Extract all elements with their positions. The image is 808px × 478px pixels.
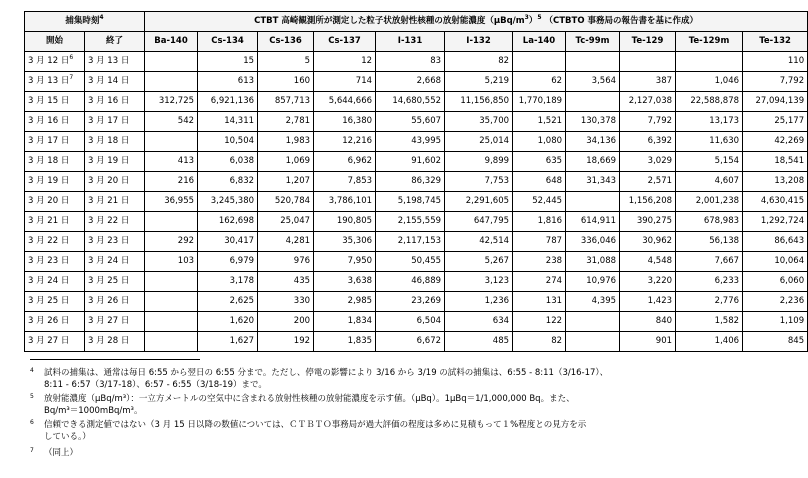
start-date: 3 月 20 日 [28, 196, 70, 207]
footnote-text-line: している。） [44, 432, 91, 442]
concentration-value-cell: 162,698 [198, 212, 258, 232]
end-date-cell: 3 月 19 日 [85, 152, 145, 172]
nuclide-column-header: I-132 [445, 32, 513, 52]
concentration-value-cell: 1,109 [743, 312, 808, 332]
nuclide-column-header: Te-129m [676, 32, 743, 52]
concentration-value-cell: 292 [145, 232, 198, 252]
table-row [25, 192, 808, 212]
concentration-value-cell [145, 52, 198, 72]
start-date: 3 月 12 日 [28, 56, 70, 67]
concentration-value-cell: 5,154 [676, 152, 743, 172]
concentration-value-cell: 1,423 [620, 292, 676, 312]
concentration-value-cell: 840 [620, 312, 676, 332]
concentration-value-cell: 9,899 [445, 152, 513, 172]
footnote-text-line: 信頼できる測定値ではない（3 月 15 日以降の数値については、ＣＴＢＴＯ事務局が過大評価の程度は多めに見積もって１%程度との見方を示 [44, 420, 587, 430]
concentration-value-cell: 216 [145, 172, 198, 192]
concentration-value-cell: 11,630 [676, 132, 743, 152]
concentration-value-cell: 238 [513, 252, 566, 272]
start-date: 3 月 23 日 [28, 256, 70, 267]
start-date: 3 月 15 日 [28, 96, 70, 107]
concentration-value-cell [145, 312, 198, 332]
concentration-value-cell: 1,816 [513, 212, 566, 232]
concentration-value-cell: 7,667 [676, 252, 743, 272]
table-body [25, 52, 808, 352]
concentration-value-cell: 131 [513, 292, 566, 312]
end-column-header: 終了 [85, 32, 145, 52]
concentration-value-cell: 4,395 [566, 292, 620, 312]
concentration-value-cell: 91,602 [376, 152, 445, 172]
concentration-value-cell: 42,269 [743, 132, 808, 152]
nuclide-column-header: Cs-137 [314, 32, 376, 52]
concentration-value-cell: 50,455 [376, 252, 445, 272]
footnote-text-line: Bq/m³＝1000mBq/m³。 [44, 406, 143, 416]
end-date-cell: 3 月 16 日 [85, 92, 145, 112]
concentration-value-cell: 5,219 [445, 72, 513, 92]
concentration-value-cell: 18,541 [743, 152, 808, 172]
concentration-value-cell: 390,275 [620, 212, 676, 232]
concentration-value-cell: 12 [314, 52, 376, 72]
concentration-value-cell [566, 192, 620, 212]
concentration-value-cell: 1,835 [314, 332, 376, 352]
nuclide-column-header: Tc-99m [566, 32, 620, 52]
concentration-value-cell: 3,638 [314, 272, 376, 292]
concentration-value-cell [620, 52, 676, 72]
concentration-value-cell: 4,281 [258, 232, 314, 252]
concentration-value-cell: 6,672 [376, 332, 445, 352]
concentration-value-cell: 25,047 [258, 212, 314, 232]
concentration-value-cell: 3,123 [445, 272, 513, 292]
concentration-value-cell: 3,178 [198, 272, 258, 292]
table-title [145, 12, 808, 32]
concentration-value-cell: 2,117,153 [376, 232, 445, 252]
footnote-divider [30, 359, 200, 360]
end-date-cell: 3 月 23 日 [85, 232, 145, 252]
concentration-value-cell: 5 [258, 52, 314, 72]
concentration-value-cell: 1,156,208 [620, 192, 676, 212]
start-date-cell [25, 332, 85, 352]
concentration-value-cell [566, 52, 620, 72]
footnote-marker: 7 [30, 447, 34, 454]
concentration-value-cell: 55,607 [376, 112, 445, 132]
concentration-value-cell: 52,445 [513, 192, 566, 212]
table-row [25, 272, 808, 292]
footnote [30, 419, 586, 443]
concentration-value-cell: 30,417 [198, 232, 258, 252]
start-date: 3 月 24 日 [28, 276, 70, 287]
table-row [25, 312, 808, 332]
concentration-value-cell: 3,786,101 [314, 192, 376, 212]
concentration-value-cell: 83 [376, 52, 445, 72]
nuclide-column-header: Cs-136 [258, 32, 314, 52]
concentration-value-cell: 336,046 [566, 232, 620, 252]
start-date-cell [25, 312, 85, 332]
concentration-value-cell: 14,311 [198, 112, 258, 132]
title-text: CTBT 高崎観測所が測定した粒子状放射性核種の放射能濃度（μBq/m [254, 16, 525, 27]
concentration-value-cell: 2,571 [620, 172, 676, 192]
concentration-value-cell: 2,625 [198, 292, 258, 312]
table-row [25, 232, 808, 252]
concentration-value-cell: 2,127,038 [620, 92, 676, 112]
start-date-cell [25, 272, 85, 292]
collection-time-label: 捕集時刻 [65, 16, 100, 27]
concentration-value-cell: 2,668 [376, 72, 445, 92]
concentration-value-cell: 35,700 [445, 112, 513, 132]
concentration-value-cell: 6,504 [376, 312, 445, 332]
concentration-value-cell: 7,853 [314, 172, 376, 192]
concentration-value-cell: 7,753 [445, 172, 513, 192]
concentration-value-cell: 7,792 [620, 112, 676, 132]
start-date: 3 月 13 日 [28, 76, 70, 87]
nuclide-column-header: Te-132 [743, 32, 808, 52]
concentration-value-cell: 3,220 [620, 272, 676, 292]
end-date-cell: 3 月 24 日 [85, 252, 145, 272]
table-row [25, 92, 808, 112]
start-date-cell [25, 92, 85, 112]
concentration-value-cell: 635 [513, 152, 566, 172]
concentration-value-cell: 1,292,724 [743, 212, 808, 232]
table-row [25, 332, 808, 352]
start-column-header: 開始 [25, 32, 85, 52]
concentration-value-cell: 901 [620, 332, 676, 352]
concentration-value-cell: 7,792 [743, 72, 808, 92]
concentration-value-cell: 18,669 [566, 152, 620, 172]
nuclide-column-header: I-131 [376, 32, 445, 52]
concentration-value-cell: 274 [513, 272, 566, 292]
concentration-value-cell: 27,094,139 [743, 92, 808, 112]
table-row [25, 212, 808, 232]
table-row [25, 292, 808, 312]
concentration-value-cell: 1,770,189 [513, 92, 566, 112]
footnote-text-line: 試料の捕集は、通常は毎日 6:55 から翌日の 6:55 分まで。ただし、停電の影響により 3/16 から 3/19 の試料の捕集は、6:55 - 8:11（3/16-17）、 [44, 368, 609, 378]
concentration-value-cell: 1,983 [258, 132, 314, 152]
concentration-value-cell: 520,784 [258, 192, 314, 212]
start-date: 3 月 16 日 [28, 116, 70, 127]
concentration-value-cell: 10,976 [566, 272, 620, 292]
footnote [30, 447, 78, 459]
concentration-value-cell: 6,038 [198, 152, 258, 172]
concentration-value-cell: 1,834 [314, 312, 376, 332]
radionuclide-concentration-table [24, 11, 808, 352]
start-date: 3 月 22 日 [28, 236, 70, 247]
end-date-cell: 3 月 26 日 [85, 292, 145, 312]
concentration-value-cell: 1,406 [676, 332, 743, 352]
start-date-cell [25, 72, 85, 92]
concentration-value-cell: 845 [743, 332, 808, 352]
table-row [25, 152, 808, 172]
nuclide-column-header: La-140 [513, 32, 566, 52]
concentration-value-cell: 7,950 [314, 252, 376, 272]
concentration-value-cell: 6,233 [676, 272, 743, 292]
footnote [30, 393, 575, 417]
concentration-value-cell: 678,983 [676, 212, 743, 232]
concentration-value-cell: 192 [258, 332, 314, 352]
concentration-value-cell: 13,208 [743, 172, 808, 192]
concentration-value-cell: 387 [620, 72, 676, 92]
concentration-value-cell: 1,207 [258, 172, 314, 192]
footnote [30, 367, 608, 391]
concentration-value-cell: 25,014 [445, 132, 513, 152]
concentration-value-cell: 1,521 [513, 112, 566, 132]
start-date: 3 月 21 日 [28, 216, 70, 227]
footnote-ref: 6 [69, 54, 74, 62]
concentration-value-cell [145, 272, 198, 292]
concentration-value-cell: 110 [743, 52, 808, 72]
nuclide-column-header: Te-129 [620, 32, 676, 52]
concentration-value-cell [566, 92, 620, 112]
concentration-value-cell [145, 332, 198, 352]
start-date: 3 月 26 日 [28, 316, 70, 327]
concentration-value-cell: 130,378 [566, 112, 620, 132]
concentration-value-cell: 614,911 [566, 212, 620, 232]
start-date-cell [25, 152, 85, 172]
concentration-value-cell: 1,620 [198, 312, 258, 332]
concentration-value-cell: 1,046 [676, 72, 743, 92]
concentration-value-cell: 200 [258, 312, 314, 332]
title-close: ） [528, 16, 538, 27]
concentration-value-cell: 2,291,605 [445, 192, 513, 212]
concentration-value-cell [566, 332, 620, 352]
concentration-value-cell [676, 52, 743, 72]
concentration-value-cell: 1,080 [513, 132, 566, 152]
start-date-cell [25, 252, 85, 272]
concentration-value-cell: 42,514 [445, 232, 513, 252]
concentration-value-cell: 4,607 [676, 172, 743, 192]
nuclide-column-header: Cs-134 [198, 32, 258, 52]
concentration-value-cell: 35,306 [314, 232, 376, 252]
concentration-value-cell: 647,795 [445, 212, 513, 232]
start-date: 3 月 25 日 [28, 296, 70, 307]
concentration-value-cell: 11,156,850 [445, 92, 513, 112]
end-date-cell: 3 月 13 日 [85, 52, 145, 72]
concentration-value-cell: 1,069 [258, 152, 314, 172]
concentration-value-cell: 312,725 [145, 92, 198, 112]
start-date-cell [25, 192, 85, 212]
concentration-value-cell: 6,979 [198, 252, 258, 272]
concentration-value-cell: 6,921,136 [198, 92, 258, 112]
concentration-value-cell: 413 [145, 152, 198, 172]
concentration-value-cell: 2,781 [258, 112, 314, 132]
end-date-cell: 3 月 20 日 [85, 172, 145, 192]
title-footnote-ref: 5 [537, 14, 542, 22]
concentration-value-cell: 31,343 [566, 172, 620, 192]
concentration-value-cell: 2,236 [743, 292, 808, 312]
nuclide-column-header: Ba-140 [145, 32, 198, 52]
concentration-value-cell: 103 [145, 252, 198, 272]
concentration-value-cell: 30,962 [620, 232, 676, 252]
concentration-value-cell: 16,380 [314, 112, 376, 132]
concentration-value-cell: 4,548 [620, 252, 676, 272]
table-row [25, 252, 808, 272]
concentration-value-cell: 82 [445, 52, 513, 72]
concentration-value-cell: 10,504 [198, 132, 258, 152]
concentration-value-cell: 6,832 [198, 172, 258, 192]
table-row [25, 52, 808, 72]
start-date: 3 月 18 日 [28, 156, 70, 167]
start-date-cell [25, 132, 85, 152]
footnote-marker: 4 [30, 367, 34, 374]
start-date-cell [25, 212, 85, 232]
concentration-value-cell: 857,713 [258, 92, 314, 112]
concentration-value-cell: 485 [445, 332, 513, 352]
concentration-value-cell: 3,245,380 [198, 192, 258, 212]
table-row [25, 132, 808, 152]
concentration-value-cell: 43,995 [376, 132, 445, 152]
concentration-value-cell: 62 [513, 72, 566, 92]
concentration-value-cell: 86,643 [743, 232, 808, 252]
end-date-cell: 3 月 17 日 [85, 112, 145, 132]
title-unit-superscript: 3 [524, 14, 529, 22]
title-source-note: （CTBTO 事務局の報告書を基に作成） [544, 16, 699, 27]
concentration-value-cell: 3,564 [566, 72, 620, 92]
start-date-cell [25, 112, 85, 132]
concentration-value-cell: 6,962 [314, 152, 376, 172]
start-date-cell [25, 232, 85, 252]
concentration-value-cell: 976 [258, 252, 314, 272]
concentration-value-cell: 542 [145, 112, 198, 132]
concentration-value-cell: 10,064 [743, 252, 808, 272]
concentration-value-cell [145, 72, 198, 92]
concentration-value-cell: 6,392 [620, 132, 676, 152]
start-date-cell [25, 292, 85, 312]
collection-time-header [25, 12, 145, 32]
end-date-cell: 3 月 25 日 [85, 272, 145, 292]
concentration-value-cell: 13,173 [676, 112, 743, 132]
concentration-value-cell: 5,644,666 [314, 92, 376, 112]
concentration-value-cell: 1,236 [445, 292, 513, 312]
concentration-value-cell: 634 [445, 312, 513, 332]
concentration-value-cell: 22,588,878 [676, 92, 743, 112]
footnote-marker: 5 [30, 393, 34, 400]
concentration-value-cell [566, 312, 620, 332]
concentration-value-cell: 2,155,559 [376, 212, 445, 232]
concentration-value-cell: 2,001,238 [676, 192, 743, 212]
concentration-value-cell: 23,269 [376, 292, 445, 312]
concentration-value-cell: 6,060 [743, 272, 808, 292]
concentration-value-cell: 5,198,745 [376, 192, 445, 212]
footnote-text-line: （同上） [44, 448, 79, 458]
end-date-cell: 3 月 14 日 [85, 72, 145, 92]
concentration-value-cell: 648 [513, 172, 566, 192]
concentration-value-cell: 787 [513, 232, 566, 252]
concentration-value-cell: 34,136 [566, 132, 620, 152]
end-date-cell: 3 月 27 日 [85, 312, 145, 332]
concentration-value-cell: 5,267 [445, 252, 513, 272]
start-date: 3 月 19 日 [28, 176, 70, 187]
concentration-value-cell: 46,889 [376, 272, 445, 292]
start-date: 3 月 17 日 [28, 136, 70, 147]
end-date-cell: 3 月 22 日 [85, 212, 145, 232]
concentration-value-cell: 330 [258, 292, 314, 312]
concentration-value-cell: 31,088 [566, 252, 620, 272]
concentration-value-cell: 36,955 [145, 192, 198, 212]
footnote-marker: 6 [30, 419, 34, 426]
table-row [25, 172, 808, 192]
concentration-value-cell: 15 [198, 52, 258, 72]
footnote-text-line: 放射能濃度（μBq/m³）：一立方メートルの空気中に含まれる放射性核種の放射能濃度を示す値。（μBq）。1μBq＝1/1,000,000 Bq。また、 [44, 394, 575, 404]
concentration-value-cell: 12,216 [314, 132, 376, 152]
concentration-value-cell: 714 [314, 72, 376, 92]
end-date-cell: 3 月 21 日 [85, 192, 145, 212]
concentration-value-cell: 613 [198, 72, 258, 92]
concentration-value-cell: 2,985 [314, 292, 376, 312]
concentration-value-cell: 190,805 [314, 212, 376, 232]
start-date-cell [25, 52, 85, 72]
start-date: 3 月 27 日 [28, 336, 70, 347]
concentration-value-cell: 14,680,552 [376, 92, 445, 112]
concentration-value-cell: 122 [513, 312, 566, 332]
concentration-value-cell: 86,329 [376, 172, 445, 192]
start-date-cell [25, 172, 85, 192]
end-date-cell: 3 月 18 日 [85, 132, 145, 152]
concentration-value-cell [145, 292, 198, 312]
concentration-value-cell: 3,029 [620, 152, 676, 172]
concentration-value-cell: 82 [513, 332, 566, 352]
concentration-value-cell [513, 52, 566, 72]
footnote-ref: 4 [99, 14, 104, 22]
concentration-value-cell: 1,627 [198, 332, 258, 352]
end-date-cell: 3 月 28 日 [85, 332, 145, 352]
concentration-value-cell: 4,630,415 [743, 192, 808, 212]
concentration-value-cell: 56,138 [676, 232, 743, 252]
concentration-value-cell: 160 [258, 72, 314, 92]
footnote-ref: 7 [69, 74, 74, 82]
concentration-value-cell [145, 212, 198, 232]
footnote-text-line: 8:11 - 6:57（3/17-18）、6:57 - 6:55（3/18-19）まで。 [44, 380, 267, 390]
concentration-value-cell: 435 [258, 272, 314, 292]
concentration-value-cell: 25,177 [743, 112, 808, 132]
table-row [25, 72, 808, 92]
concentration-value-cell [145, 132, 198, 152]
table-row [25, 112, 808, 132]
concentration-value-cell: 2,776 [676, 292, 743, 312]
concentration-value-cell: 1,582 [676, 312, 743, 332]
